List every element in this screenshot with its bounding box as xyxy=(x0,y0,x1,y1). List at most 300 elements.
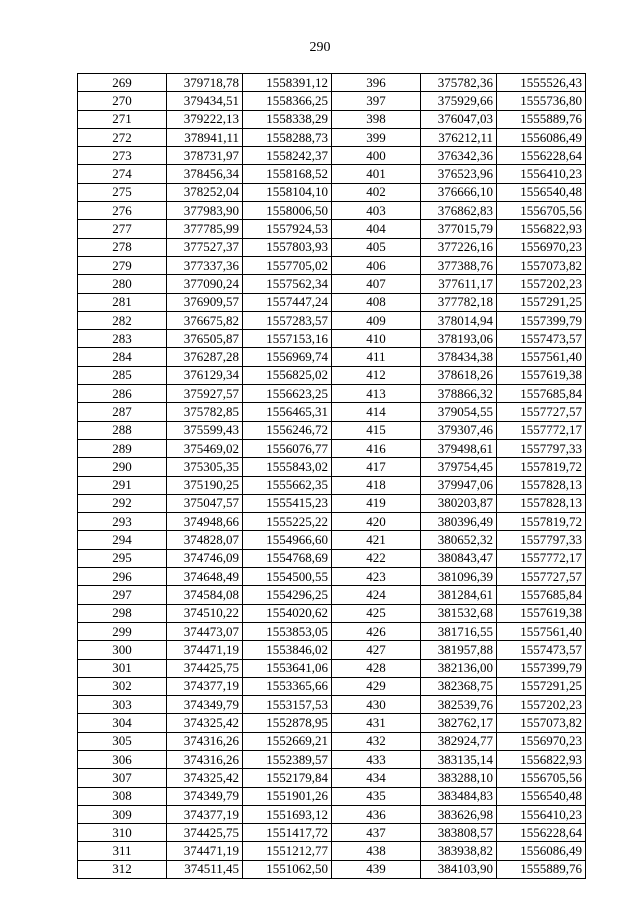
point-number-right: 427 xyxy=(332,641,421,659)
x-coordinate-right: 375782,36 xyxy=(421,74,497,92)
point-number-left: 299 xyxy=(78,622,167,640)
point-number-right: 406 xyxy=(332,256,421,274)
x-coordinate-left: 378731,97 xyxy=(167,147,243,165)
x-coordinate-left: 374648,49 xyxy=(167,568,243,586)
table-row xyxy=(78,622,586,640)
x-coordinate-left: 374425,75 xyxy=(167,659,243,677)
table-row xyxy=(78,330,586,348)
point-number-right: 433 xyxy=(332,750,421,768)
x-coordinate-right: 375929,66 xyxy=(421,92,497,110)
point-number-right: 417 xyxy=(332,458,421,476)
y-coordinate-left: 1557562,34 xyxy=(243,275,332,293)
table-row xyxy=(78,494,586,512)
x-coordinate-right: 378866,32 xyxy=(421,385,497,403)
point-number-right: 424 xyxy=(332,586,421,604)
y-coordinate-right: 1556086,49 xyxy=(497,128,586,146)
point-number-left: 273 xyxy=(78,147,167,165)
x-coordinate-right: 377226,16 xyxy=(421,238,497,256)
y-coordinate-left: 1558006,50 xyxy=(243,202,332,220)
y-coordinate-left: 1554296,25 xyxy=(243,586,332,604)
y-coordinate-left: 1556246,72 xyxy=(243,421,332,439)
x-coordinate-left: 374325,42 xyxy=(167,769,243,787)
y-coordinate-right: 1557073,82 xyxy=(497,714,586,732)
x-coordinate-left: 376909,57 xyxy=(167,293,243,311)
x-coordinate-right: 376047,03 xyxy=(421,110,497,128)
y-coordinate-right: 1557797,33 xyxy=(497,531,586,549)
y-coordinate-right: 1557727,57 xyxy=(497,568,586,586)
x-coordinate-right: 376862,83 xyxy=(421,202,497,220)
y-coordinate-right: 1556410,23 xyxy=(497,165,586,183)
point-number-right: 414 xyxy=(332,403,421,421)
y-coordinate-left: 1557803,93 xyxy=(243,238,332,256)
coordinates-table xyxy=(77,73,586,879)
point-number-right: 415 xyxy=(332,421,421,439)
point-number-left: 302 xyxy=(78,677,167,695)
y-coordinate-right: 1556540,48 xyxy=(497,787,586,805)
y-coordinate-right: 1557619,38 xyxy=(497,366,586,384)
y-coordinate-right: 1557073,82 xyxy=(497,256,586,274)
x-coordinate-left: 374511,45 xyxy=(167,860,243,878)
y-coordinate-right: 1557291,25 xyxy=(497,293,586,311)
point-number-right: 407 xyxy=(332,275,421,293)
y-coordinate-right: 1557473,57 xyxy=(497,330,586,348)
point-number-left: 269 xyxy=(78,74,167,92)
y-coordinate-left: 1556465,31 xyxy=(243,403,332,421)
point-number-right: 405 xyxy=(332,238,421,256)
point-number-left: 270 xyxy=(78,92,167,110)
x-coordinate-left: 375305,35 xyxy=(167,458,243,476)
y-coordinate-left: 1553365,66 xyxy=(243,677,332,695)
x-coordinate-right: 380843,47 xyxy=(421,549,497,567)
y-coordinate-right: 1556822,93 xyxy=(497,750,586,768)
x-coordinate-left: 378941,11 xyxy=(167,128,243,146)
y-coordinate-right: 1557202,23 xyxy=(497,696,586,714)
x-coordinate-right: 380396,49 xyxy=(421,513,497,531)
x-coordinate-left: 376129,34 xyxy=(167,366,243,384)
x-coordinate-right: 381096,39 xyxy=(421,568,497,586)
y-coordinate-left: 1552669,21 xyxy=(243,732,332,750)
y-coordinate-right: 1556228,64 xyxy=(497,147,586,165)
y-coordinate-right: 1557772,17 xyxy=(497,549,586,567)
point-number-left: 307 xyxy=(78,769,167,787)
y-coordinate-left: 1553641,06 xyxy=(243,659,332,677)
x-coordinate-left: 377527,37 xyxy=(167,238,243,256)
point-number-right: 412 xyxy=(332,366,421,384)
x-coordinate-right: 382539,76 xyxy=(421,696,497,714)
point-number-left: 278 xyxy=(78,238,167,256)
y-coordinate-right: 1557727,57 xyxy=(497,403,586,421)
x-coordinate-right: 382924,77 xyxy=(421,732,497,750)
point-number-left: 301 xyxy=(78,659,167,677)
point-number-left: 303 xyxy=(78,696,167,714)
point-number-right: 399 xyxy=(332,128,421,146)
y-coordinate-left: 1556623,25 xyxy=(243,385,332,403)
point-number-left: 281 xyxy=(78,293,167,311)
y-coordinate-right: 1557561,40 xyxy=(497,622,586,640)
x-coordinate-right: 383288,10 xyxy=(421,769,497,787)
x-coordinate-right: 380203,87 xyxy=(421,494,497,512)
point-number-right: 401 xyxy=(332,165,421,183)
point-number-left: 309 xyxy=(78,805,167,823)
point-number-left: 304 xyxy=(78,714,167,732)
y-coordinate-left: 1553157,53 xyxy=(243,696,332,714)
y-coordinate-left: 1551062,50 xyxy=(243,860,332,878)
x-coordinate-left: 374473,07 xyxy=(167,622,243,640)
point-number-right: 416 xyxy=(332,439,421,457)
point-number-left: 298 xyxy=(78,604,167,622)
y-coordinate-right: 1556410,23 xyxy=(497,805,586,823)
point-number-left: 291 xyxy=(78,476,167,494)
y-coordinate-left: 1556076,77 xyxy=(243,439,332,457)
y-coordinate-right: 1555889,76 xyxy=(497,860,586,878)
x-coordinate-left: 379222,13 xyxy=(167,110,243,128)
point-number-left: 296 xyxy=(78,568,167,586)
point-number-left: 288 xyxy=(78,421,167,439)
y-coordinate-left: 1558338,29 xyxy=(243,110,332,128)
table-row xyxy=(78,531,586,549)
y-coordinate-left: 1551417,72 xyxy=(243,824,332,842)
table-row xyxy=(78,202,586,220)
point-number-left: 310 xyxy=(78,824,167,842)
x-coordinate-right: 380652,32 xyxy=(421,531,497,549)
point-number-right: 418 xyxy=(332,476,421,494)
y-coordinate-right: 1555889,76 xyxy=(497,110,586,128)
x-coordinate-left: 377090,24 xyxy=(167,275,243,293)
x-coordinate-left: 374828,07 xyxy=(167,531,243,549)
point-number-right: 413 xyxy=(332,385,421,403)
y-coordinate-right: 1555736,80 xyxy=(497,92,586,110)
y-coordinate-right: 1556970,23 xyxy=(497,732,586,750)
y-coordinate-right: 1557619,38 xyxy=(497,604,586,622)
point-number-left: 295 xyxy=(78,549,167,567)
table-row xyxy=(78,513,586,531)
x-coordinate-right: 378014,94 xyxy=(421,311,497,329)
table-row xyxy=(78,110,586,128)
y-coordinate-left: 1551212,77 xyxy=(243,842,332,860)
point-number-left: 289 xyxy=(78,439,167,457)
y-coordinate-right: 1556705,56 xyxy=(497,769,586,787)
table-row xyxy=(78,586,586,604)
y-coordinate-left: 1554966,60 xyxy=(243,531,332,549)
point-number-left: 308 xyxy=(78,787,167,805)
table-row xyxy=(78,220,586,238)
y-coordinate-left: 1557924,53 xyxy=(243,220,332,238)
x-coordinate-left: 374325,42 xyxy=(167,714,243,732)
x-coordinate-right: 377782,18 xyxy=(421,293,497,311)
table-row xyxy=(78,860,586,878)
table-row xyxy=(78,842,586,860)
table-row xyxy=(78,805,586,823)
table-row xyxy=(78,458,586,476)
point-number-right: 428 xyxy=(332,659,421,677)
x-coordinate-right: 384103,90 xyxy=(421,860,497,878)
table-row xyxy=(78,275,586,293)
point-number-right: 404 xyxy=(332,220,421,238)
x-coordinate-right: 376666,10 xyxy=(421,183,497,201)
point-number-right: 403 xyxy=(332,202,421,220)
table-row xyxy=(78,750,586,768)
table-row xyxy=(78,128,586,146)
table-row xyxy=(78,549,586,567)
x-coordinate-right: 379307,46 xyxy=(421,421,497,439)
point-number-left: 312 xyxy=(78,860,167,878)
point-number-left: 276 xyxy=(78,202,167,220)
point-number-left: 300 xyxy=(78,641,167,659)
y-coordinate-left: 1558391,12 xyxy=(243,74,332,92)
y-coordinate-left: 1553846,02 xyxy=(243,641,332,659)
y-coordinate-right: 1556822,93 xyxy=(497,220,586,238)
point-number-right: 422 xyxy=(332,549,421,567)
y-coordinate-left: 1552878,95 xyxy=(243,714,332,732)
y-coordinate-right: 1555526,43 xyxy=(497,74,586,92)
y-coordinate-left: 1555843,02 xyxy=(243,458,332,476)
x-coordinate-right: 377015,79 xyxy=(421,220,497,238)
x-coordinate-right: 382762,17 xyxy=(421,714,497,732)
y-coordinate-right: 1557291,25 xyxy=(497,677,586,695)
x-coordinate-right: 379054,55 xyxy=(421,403,497,421)
point-number-right: 396 xyxy=(332,74,421,92)
y-coordinate-left: 1553853,05 xyxy=(243,622,332,640)
x-coordinate-right: 377611,17 xyxy=(421,275,497,293)
x-coordinate-right: 383135,14 xyxy=(421,750,497,768)
x-coordinate-left: 377337,36 xyxy=(167,256,243,274)
point-number-right: 432 xyxy=(332,732,421,750)
y-coordinate-left: 1555415,23 xyxy=(243,494,332,512)
y-coordinate-left: 1557447,24 xyxy=(243,293,332,311)
point-number-right: 400 xyxy=(332,147,421,165)
table-row xyxy=(78,732,586,750)
x-coordinate-left: 374746,09 xyxy=(167,549,243,567)
y-coordinate-right: 1557828,13 xyxy=(497,476,586,494)
y-coordinate-left: 1551693,12 xyxy=(243,805,332,823)
table-row xyxy=(78,165,586,183)
point-number-right: 435 xyxy=(332,787,421,805)
point-number-right: 426 xyxy=(332,622,421,640)
point-number-left: 293 xyxy=(78,513,167,531)
y-coordinate-right: 1557561,40 xyxy=(497,348,586,366)
table-row xyxy=(78,238,586,256)
x-coordinate-left: 374349,79 xyxy=(167,696,243,714)
x-coordinate-left: 376287,28 xyxy=(167,348,243,366)
y-coordinate-right: 1557772,17 xyxy=(497,421,586,439)
y-coordinate-right: 1557399,79 xyxy=(497,659,586,677)
x-coordinate-right: 382368,75 xyxy=(421,677,497,695)
y-coordinate-left: 1552179,84 xyxy=(243,769,332,787)
table-row xyxy=(78,714,586,732)
y-coordinate-left: 1551901,26 xyxy=(243,787,332,805)
x-coordinate-right: 382136,00 xyxy=(421,659,497,677)
x-coordinate-left: 374377,19 xyxy=(167,805,243,823)
table-row xyxy=(78,824,586,842)
point-number-right: 430 xyxy=(332,696,421,714)
point-number-left: 294 xyxy=(78,531,167,549)
x-coordinate-left: 375469,02 xyxy=(167,439,243,457)
table-row xyxy=(78,183,586,201)
y-coordinate-right: 1557473,57 xyxy=(497,641,586,659)
table-row xyxy=(78,659,586,677)
point-number-right: 420 xyxy=(332,513,421,531)
x-coordinate-left: 379434,51 xyxy=(167,92,243,110)
point-number-left: 287 xyxy=(78,403,167,421)
x-coordinate-left: 376675,82 xyxy=(167,311,243,329)
y-coordinate-right: 1557819,72 xyxy=(497,513,586,531)
y-coordinate-left: 1558104,10 xyxy=(243,183,332,201)
y-coordinate-left: 1558366,25 xyxy=(243,92,332,110)
point-number-right: 409 xyxy=(332,311,421,329)
x-coordinate-left: 375599,43 xyxy=(167,421,243,439)
point-number-right: 439 xyxy=(332,860,421,878)
y-coordinate-right: 1557685,84 xyxy=(497,586,586,604)
x-coordinate-left: 374316,26 xyxy=(167,732,243,750)
x-coordinate-left: 375927,57 xyxy=(167,385,243,403)
y-coordinate-left: 1554500,55 xyxy=(243,568,332,586)
point-number-right: 423 xyxy=(332,568,421,586)
x-coordinate-left: 375047,57 xyxy=(167,494,243,512)
table-row xyxy=(78,385,586,403)
x-coordinate-right: 378618,26 xyxy=(421,366,497,384)
table-row xyxy=(78,311,586,329)
y-coordinate-right: 1556705,56 xyxy=(497,202,586,220)
y-coordinate-left: 1555225,22 xyxy=(243,513,332,531)
x-coordinate-left: 374584,08 xyxy=(167,586,243,604)
y-coordinate-left: 1558242,37 xyxy=(243,147,332,165)
point-number-right: 411 xyxy=(332,348,421,366)
x-coordinate-right: 381957,88 xyxy=(421,641,497,659)
point-number-right: 434 xyxy=(332,769,421,787)
x-coordinate-left: 374471,19 xyxy=(167,641,243,659)
table-row xyxy=(78,787,586,805)
x-coordinate-right: 383626,98 xyxy=(421,805,497,823)
point-number-left: 311 xyxy=(78,842,167,860)
table-row xyxy=(78,74,586,92)
x-coordinate-left: 374425,75 xyxy=(167,824,243,842)
x-coordinate-left: 375190,25 xyxy=(167,476,243,494)
x-coordinate-right: 377388,76 xyxy=(421,256,497,274)
y-coordinate-left: 1557153,16 xyxy=(243,330,332,348)
point-number-right: 398 xyxy=(332,110,421,128)
y-coordinate-left: 1558288,73 xyxy=(243,128,332,146)
y-coordinate-left: 1554020,62 xyxy=(243,604,332,622)
x-coordinate-left: 374377,19 xyxy=(167,677,243,695)
x-coordinate-right: 379947,06 xyxy=(421,476,497,494)
point-number-right: 419 xyxy=(332,494,421,512)
point-number-right: 437 xyxy=(332,824,421,842)
x-coordinate-left: 379718,78 xyxy=(167,74,243,92)
x-coordinate-left: 374349,79 xyxy=(167,787,243,805)
x-coordinate-right: 378434,38 xyxy=(421,348,497,366)
x-coordinate-right: 383808,57 xyxy=(421,824,497,842)
x-coordinate-right: 381532,68 xyxy=(421,604,497,622)
y-coordinate-left: 1556969,74 xyxy=(243,348,332,366)
y-coordinate-left: 1552389,57 xyxy=(243,750,332,768)
point-number-left: 275 xyxy=(78,183,167,201)
table-row xyxy=(78,769,586,787)
y-coordinate-left: 1557705,02 xyxy=(243,256,332,274)
point-number-left: 271 xyxy=(78,110,167,128)
table-row xyxy=(78,366,586,384)
page-number: 290 xyxy=(309,40,331,55)
table-row xyxy=(78,403,586,421)
point-number-left: 277 xyxy=(78,220,167,238)
x-coordinate-right: 376342,36 xyxy=(421,147,497,165)
x-coordinate-right: 379498,61 xyxy=(421,439,497,457)
table-row xyxy=(78,147,586,165)
point-number-left: 286 xyxy=(78,385,167,403)
point-number-right: 429 xyxy=(332,677,421,695)
point-number-left: 306 xyxy=(78,750,167,768)
table-row xyxy=(78,476,586,494)
y-coordinate-right: 1556970,23 xyxy=(497,238,586,256)
y-coordinate-left: 1556825,02 xyxy=(243,366,332,384)
y-coordinate-left: 1557283,57 xyxy=(243,311,332,329)
table-row xyxy=(78,421,586,439)
y-coordinate-right: 1556228,64 xyxy=(497,824,586,842)
y-coordinate-right: 1557828,13 xyxy=(497,494,586,512)
point-number-right: 408 xyxy=(332,293,421,311)
point-number-left: 283 xyxy=(78,330,167,348)
point-number-right: 438 xyxy=(332,842,421,860)
x-coordinate-right: 381284,61 xyxy=(421,586,497,604)
x-coordinate-left: 374471,19 xyxy=(167,842,243,860)
y-coordinate-right: 1557202,23 xyxy=(497,275,586,293)
y-coordinate-right: 1557819,72 xyxy=(497,458,586,476)
coordinates-table-body xyxy=(78,74,586,879)
x-coordinate-right: 376523,96 xyxy=(421,165,497,183)
point-number-right: 431 xyxy=(332,714,421,732)
point-number-right: 397 xyxy=(332,92,421,110)
table-row xyxy=(78,256,586,274)
x-coordinate-right: 383938,82 xyxy=(421,842,497,860)
point-number-right: 421 xyxy=(332,531,421,549)
table-row xyxy=(78,348,586,366)
point-number-left: 284 xyxy=(78,348,167,366)
x-coordinate-left: 377983,90 xyxy=(167,202,243,220)
table-row xyxy=(78,677,586,695)
x-coordinate-right: 378193,06 xyxy=(421,330,497,348)
point-number-right: 436 xyxy=(332,805,421,823)
x-coordinate-left: 374948,66 xyxy=(167,513,243,531)
point-number-left: 305 xyxy=(78,732,167,750)
point-number-right: 402 xyxy=(332,183,421,201)
point-number-left: 290 xyxy=(78,458,167,476)
x-coordinate-left: 374510,22 xyxy=(167,604,243,622)
point-number-right: 425 xyxy=(332,604,421,622)
x-coordinate-left: 378456,34 xyxy=(167,165,243,183)
y-coordinate-right: 1557399,79 xyxy=(497,311,586,329)
y-coordinate-right: 1557797,33 xyxy=(497,439,586,457)
table-row xyxy=(78,696,586,714)
x-coordinate-right: 381716,55 xyxy=(421,622,497,640)
point-number-left: 282 xyxy=(78,311,167,329)
y-coordinate-left: 1558168,52 xyxy=(243,165,332,183)
x-coordinate-left: 377785,99 xyxy=(167,220,243,238)
point-number-left: 297 xyxy=(78,586,167,604)
table-row xyxy=(78,604,586,622)
point-number-left: 279 xyxy=(78,256,167,274)
x-coordinate-right: 376212,11 xyxy=(421,128,497,146)
x-coordinate-left: 375782,85 xyxy=(167,403,243,421)
point-number-left: 292 xyxy=(78,494,167,512)
point-number-left: 280 xyxy=(78,275,167,293)
y-coordinate-right: 1557685,84 xyxy=(497,385,586,403)
x-coordinate-left: 374316,26 xyxy=(167,750,243,768)
point-number-left: 272 xyxy=(78,128,167,146)
y-coordinate-left: 1555662,35 xyxy=(243,476,332,494)
x-coordinate-right: 379754,45 xyxy=(421,458,497,476)
table-row xyxy=(78,568,586,586)
y-coordinate-left: 1554768,69 xyxy=(243,549,332,567)
point-number-left: 285 xyxy=(78,366,167,384)
